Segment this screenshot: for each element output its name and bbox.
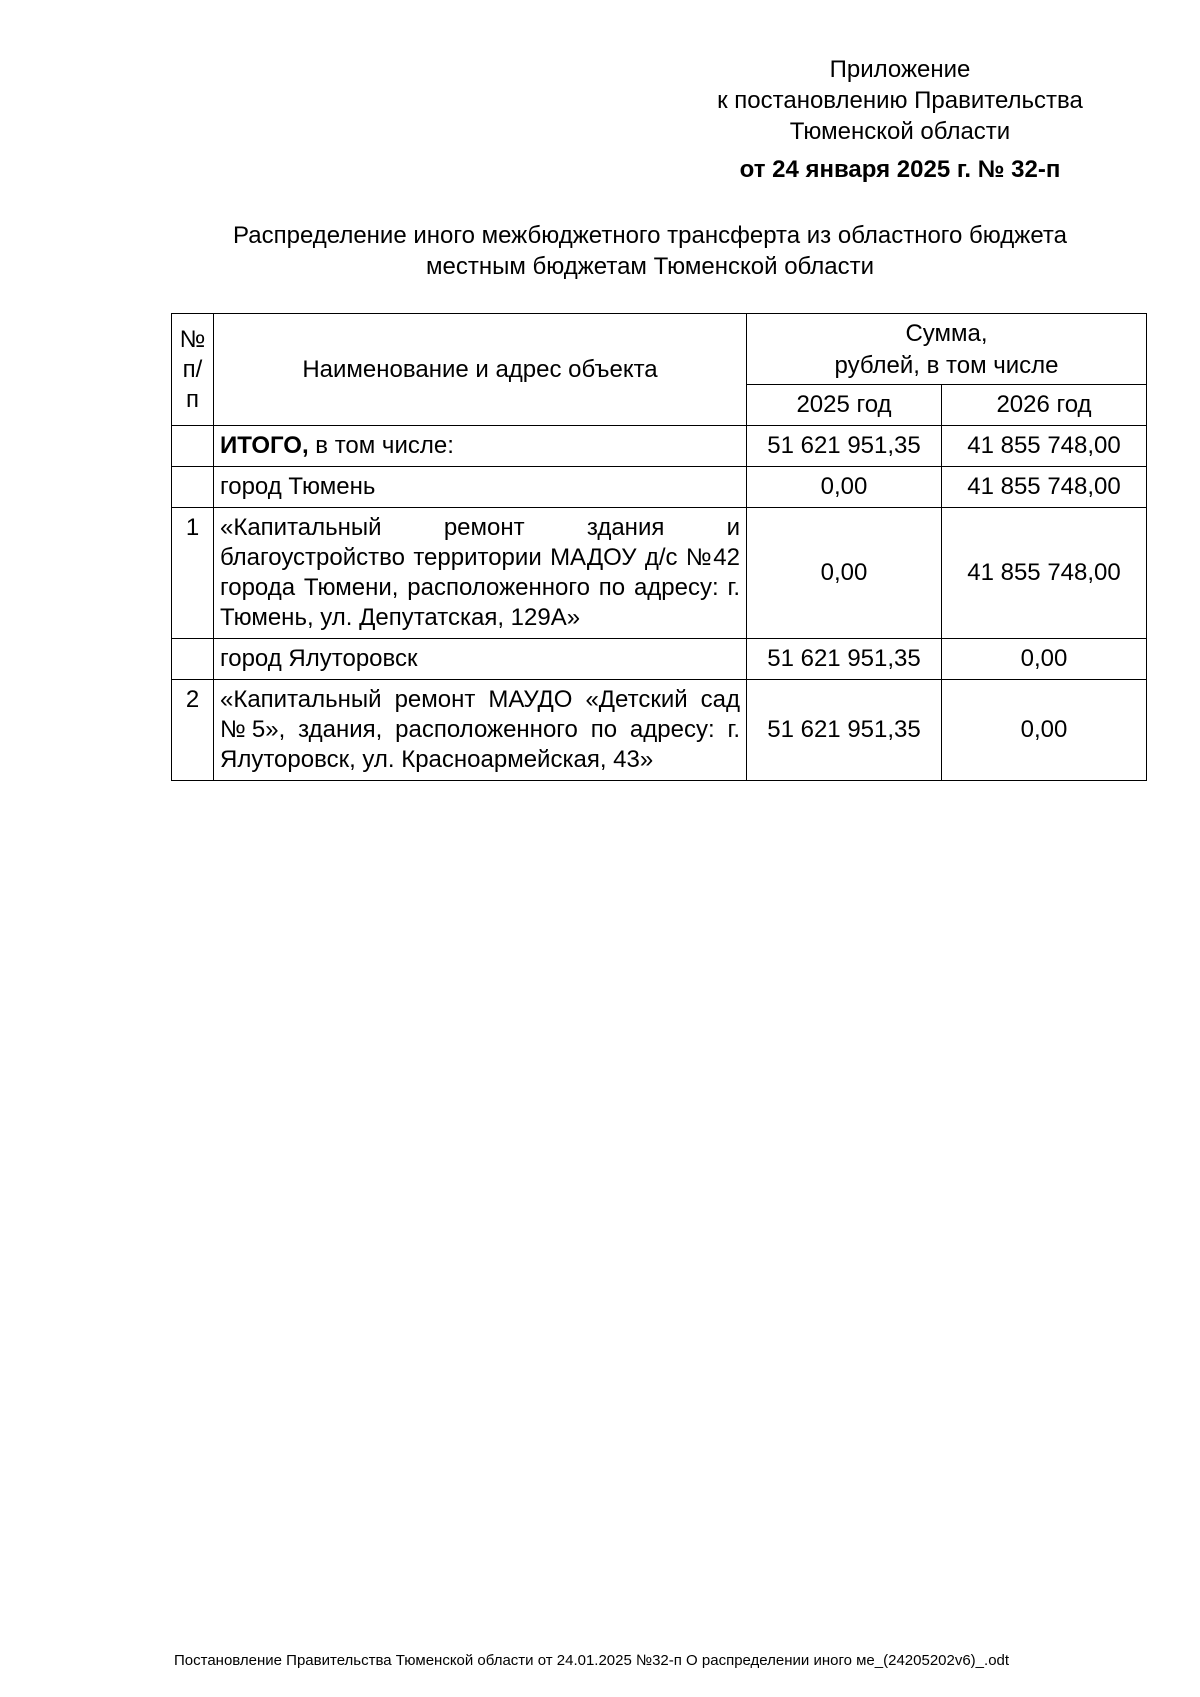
total-label-rest: в том числе:: [308, 432, 454, 459]
item-2025: 51 621 951,35: [747, 680, 942, 781]
group-number-cell: [172, 467, 214, 508]
group-2026: 41 855 748,00: [942, 467, 1147, 508]
total-label: [214, 426, 747, 467]
total-2025: 51 621 951,35: [747, 426, 942, 467]
item-number: 2: [172, 680, 214, 781]
table-header-row: [172, 314, 1147, 385]
page-footer: Постановление Правительства Тюменской области от 24.01.2025 №32-п О распределении иного ме_(24205202v6)_.odt: [174, 1652, 1010, 1669]
total-2026: 41 855 748,00: [942, 426, 1147, 467]
item-description: «Капитальный ремонт здания и благоустройство территории МАДОУ д/с №42 города Тюмени, расположенного по адресу: г. Тюмень, ул. Депутатская, 129А»: [214, 508, 747, 639]
header-sum-line-2: рублей, в том числе: [834, 352, 1059, 379]
item-2026: 41 855 748,00: [942, 508, 1147, 639]
header-number: № п/п: [172, 314, 214, 426]
appendix-date-number: от 24 января 2025 г. № 32-п: [739, 156, 1061, 183]
document-title-line-1: Распределение иного межбюджетного трансферта из областного бюджета: [233, 222, 1067, 249]
group-row-tyumen: [172, 467, 1147, 508]
item-row-1: [172, 508, 1147, 639]
group-number-cell: [172, 639, 214, 680]
document-title-line-2: местным бюджетам Тюменской области: [426, 253, 874, 280]
total-number-cell: [172, 426, 214, 467]
item-2026: 0,00: [942, 680, 1147, 781]
item-number: 1: [172, 508, 214, 639]
appendix-region: Тюменской области: [789, 118, 1011, 145]
distribution-table: [171, 313, 1147, 781]
appendix-header: [650, 54, 1150, 185]
header-sum: [747, 314, 1147, 385]
group-2025: 0,00: [747, 467, 942, 508]
header-year-2025: 2025 год: [747, 385, 942, 426]
total-row: [172, 426, 1147, 467]
item-2025: 0,00: [747, 508, 942, 639]
group-name: город Тюмень: [214, 467, 747, 508]
group-name: город Ялуторовск: [214, 639, 747, 680]
header-year-2026: 2026 год: [942, 385, 1147, 426]
header-sum-line-1: Сумма,: [905, 320, 988, 347]
document-title: [150, 220, 1150, 282]
group-2025: 51 621 951,35: [747, 639, 942, 680]
group-row-yalutorovsk: [172, 639, 1147, 680]
appendix-title: Приложение: [829, 56, 971, 83]
group-2026: 0,00: [942, 639, 1147, 680]
total-label-bold: ИТОГО,: [220, 432, 309, 459]
appendix-reference: к постановлению Правительства: [717, 87, 1083, 114]
item-row-2: [172, 680, 1147, 781]
header-object-name: Наименование и адрес объекта: [214, 314, 747, 426]
item-description: «Капитальный ремонт МАУДО «Детский сад №5», здания, расположенного по адресу: г. Ялуторовск, ул. Красноармейская, 43»: [214, 680, 747, 781]
